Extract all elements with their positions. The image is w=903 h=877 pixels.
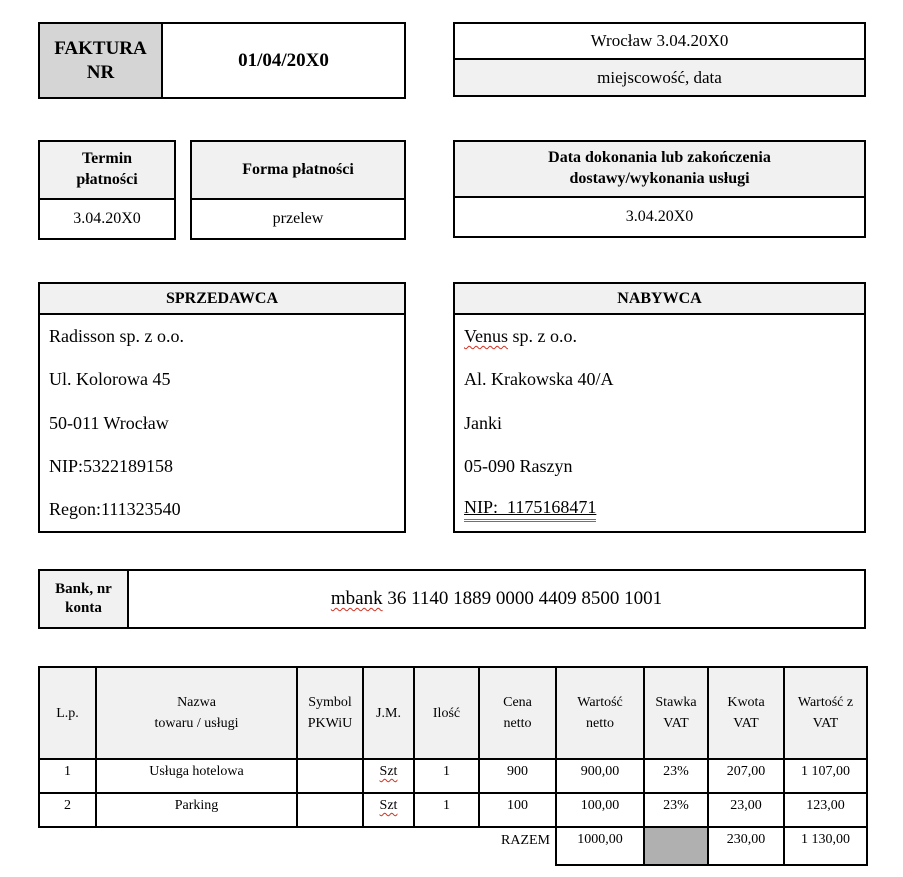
total-empty-jm: [363, 827, 414, 865]
item-1-brutto: 1 107,00: [784, 759, 867, 793]
item-2-netto: 100,00: [556, 793, 644, 827]
col-header-pkwiu: Symbol PKWiU: [297, 667, 363, 759]
seller-box: [38, 282, 406, 533]
invoice-number-value: 01/04/20X0: [238, 49, 329, 71]
payment-term-value: 3.04.20X0: [73, 210, 141, 227]
invoice-document: [38, 0, 866, 866]
payment-method-box: [190, 140, 406, 240]
item-2-jm: Szt: [363, 793, 414, 827]
seller-nip: NIP:5322189158: [49, 455, 174, 476]
items-header-row: [39, 667, 867, 759]
buyer-town: Janki: [464, 412, 502, 433]
col-header-lp: L.p.: [39, 667, 96, 759]
seller-name: Radisson sp. z o.o.: [49, 326, 184, 347]
item-2-price: 100: [479, 793, 556, 827]
seller-street: Ul. Kolorowa 45: [49, 369, 171, 390]
seller-regon: Regon:111323540: [49, 498, 181, 519]
payment-term-label-line1: Termin: [81, 150, 133, 168]
item-1-name: Usługa hotelowa: [96, 759, 297, 793]
bank-label-line2: konta: [65, 600, 102, 616]
seller-details: [40, 315, 404, 531]
item-1-vat-rate: 23%: [644, 759, 708, 793]
bank-label: [40, 571, 129, 627]
total-empty-qty: [414, 827, 479, 865]
item-2-vat: 23,00: [708, 793, 784, 827]
item-1-jm: Szt: [363, 759, 414, 793]
item-2-brutto: 123,00: [784, 793, 867, 827]
buyer-details: [455, 315, 864, 531]
item-1-pkwiu: [297, 759, 363, 793]
item-2-qty: 1: [414, 793, 479, 827]
col-header-name: Nazwa towaru / usługi: [96, 667, 297, 759]
item-2-lp: 2: [39, 793, 96, 827]
item-2-name: Parking: [96, 793, 297, 827]
buyer-name-rest: sp. z o.o.: [512, 326, 577, 347]
item-row-1: [39, 759, 867, 793]
delivery-date-value: 3.04.20X0: [625, 208, 694, 225]
buyer-city: 05-090 Raszyn: [464, 455, 573, 476]
bank-name-flagged-word: mbank: [330, 588, 383, 609]
col-header-vat-amount: Kwota VAT: [708, 667, 784, 759]
total-empty-name: [96, 827, 297, 865]
invoice-number-label: [40, 24, 163, 97]
buyer-title: NABYWCA: [455, 284, 864, 315]
buyer-name: [464, 315, 864, 358]
buyer-box: [453, 282, 866, 533]
item-1-netto: 900,00: [556, 759, 644, 793]
place-date-value: Wrocław 3.04.20X0: [590, 31, 729, 50]
item-1-price: 900: [479, 759, 556, 793]
invoice-number-box: [38, 22, 406, 99]
buyer-nip: [464, 488, 864, 531]
total-brutto: 1 130,00: [784, 827, 867, 865]
buyer-nip-value: NIP: 1175168471: [464, 497, 596, 522]
bank-account-number: 36 1140 1889 0000 4409 8500 1001: [387, 588, 663, 609]
bank-label-line1: Bank, nr: [55, 580, 112, 597]
delivery-date-label-line2: dostawy/wykonania usługi: [569, 170, 750, 187]
item-row-2: [39, 793, 867, 827]
place-date-caption: miejscowość, data: [455, 58, 864, 95]
payment-term-label-line2: płatności: [76, 171, 138, 188]
total-vat-rate-blank: [644, 827, 708, 865]
col-header-qty: Ilość: [414, 667, 479, 759]
item-2-vat-rate: 23%: [644, 793, 708, 827]
bank-account-value: [129, 571, 864, 627]
total-netto: 1000,00: [556, 827, 644, 865]
col-header-vat-rate: Stawka VAT: [644, 667, 708, 759]
total-empty-lp: [39, 827, 96, 865]
col-header-jm: J.M.: [363, 667, 414, 759]
place-date-box: [453, 22, 866, 97]
buyer-name-flagged-word: Venus: [464, 326, 508, 347]
seller-title: SPRZEDAWCA: [40, 284, 404, 315]
payment-method-label: Forma płatności: [192, 142, 404, 200]
bank-box: [38, 569, 866, 629]
total-vat: 230,00: [708, 827, 784, 865]
buyer-street: Al. Krakowska 40/A: [464, 369, 614, 390]
seller-city: 50-011 Wrocław: [49, 412, 169, 433]
col-header-value-netto: Wartość netto: [556, 667, 644, 759]
col-header-price-netto: Cena netto: [479, 667, 556, 759]
total-empty-pkwiu: [297, 827, 363, 865]
delivery-date-box: [453, 140, 866, 238]
payment-term-label: [40, 142, 174, 200]
invoice-label-line2: NR: [86, 61, 115, 83]
total-label: RAZEM: [501, 833, 550, 848]
item-1-qty: 1: [414, 759, 479, 793]
payment-method-value: przelew: [272, 210, 324, 227]
delivery-date-label-line1: Data dokonania lub zakończenia: [548, 149, 771, 167]
item-1-lp: 1: [39, 759, 96, 793]
delivery-date-label: [455, 142, 864, 198]
invoice-label-line1: FAKTURA: [54, 37, 147, 59]
payment-term-box: [38, 140, 176, 240]
item-2-pkwiu: [297, 793, 363, 827]
total-row: [39, 827, 867, 865]
col-header-value-gross: Wartość z VAT: [784, 667, 867, 759]
item-1-vat: 207,00: [708, 759, 784, 793]
items-table: [38, 666, 868, 866]
